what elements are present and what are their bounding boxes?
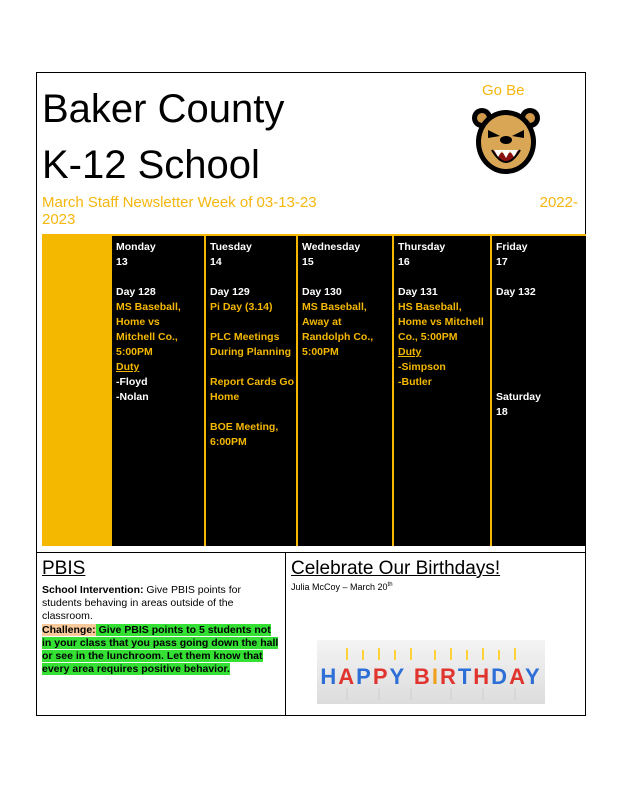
day-date: 15 xyxy=(302,256,314,268)
event-line: Away at xyxy=(302,316,342,328)
calendar-day-monday xyxy=(110,236,204,546)
duty-name: -Nolan xyxy=(116,391,149,403)
challenge-text: Give PBIS points to 5 students not in your class that you pass going down the hall or see in the lunchroom. Let them know that every area requires positive behavior. xyxy=(42,624,279,675)
event-line: Mitchell Co., xyxy=(116,331,178,343)
duty-name: -Floyd xyxy=(116,376,148,388)
day-date: 14 xyxy=(210,256,222,268)
event-line: Home vs Mitchell xyxy=(398,316,484,328)
event-line: 5:00PM xyxy=(116,346,153,358)
event-line: Co., 5:00PM xyxy=(398,331,458,343)
pbis-challenge xyxy=(42,624,282,676)
birthday-suffix: th xyxy=(387,582,393,588)
birthdays-title: Celebrate Our Birthdays! xyxy=(291,558,501,579)
event-line: MS Baseball, xyxy=(116,301,181,313)
section-divider xyxy=(285,552,286,716)
weekly-calendar xyxy=(42,234,586,546)
birthday-entry xyxy=(291,582,393,592)
school-day-number: Day 130 xyxy=(302,286,342,298)
challenge-label: Challenge: xyxy=(42,624,96,636)
event-line: MS Baseball, xyxy=(302,301,367,313)
event-line: Report Cards Go xyxy=(210,376,295,388)
school-day-number: Day 129 xyxy=(210,286,250,298)
logo-text: Go Be xyxy=(482,82,525,99)
saturday-date: 18 xyxy=(496,406,508,418)
school-title-line2: K-12 School xyxy=(42,143,260,187)
event-line: Home vs xyxy=(116,316,160,328)
happy-birthday-image xyxy=(317,640,545,704)
duty-heading: Duty xyxy=(398,346,422,358)
duty-name: -Simpson xyxy=(398,361,446,373)
birthday-candles-icon xyxy=(317,640,545,704)
day-name: Thursday xyxy=(398,241,446,253)
school-day-number: Day 132 xyxy=(496,286,536,298)
intervention-label: School Intervention: xyxy=(42,584,144,596)
day-name: Wednesday xyxy=(302,241,361,253)
school-title-line1: Baker County xyxy=(42,87,285,131)
event-line: 6:00PM xyxy=(210,436,247,448)
duty-heading: Duty xyxy=(116,361,140,373)
event-line: Home xyxy=(210,391,240,403)
event-line: During Planning xyxy=(210,346,292,358)
event-line: Pi Day (3.14) xyxy=(210,301,273,313)
calendar-body xyxy=(110,234,586,546)
event-line: 5:00PM xyxy=(302,346,339,358)
day-name: Tuesday xyxy=(210,241,252,253)
day-date: 17 xyxy=(496,256,508,268)
day-name: Friday xyxy=(496,241,528,253)
school-year-start: 2022- xyxy=(539,194,578,211)
saturday-name: Saturday xyxy=(496,391,541,403)
school-day-number: Day 128 xyxy=(116,286,156,298)
pbis-intervention xyxy=(42,584,282,623)
svg-text:HAPPY BIRTHDAY: HAPPY BIRTHDAY xyxy=(320,664,542,689)
calendar-day-friday xyxy=(490,236,586,546)
event-line: HS Baseball, xyxy=(398,301,462,313)
birthday-name: Julia McCoy – March 20 xyxy=(291,582,388,592)
newsletter-subtitle xyxy=(42,194,582,228)
day-date: 13 xyxy=(116,256,128,268)
calendar-day-tuesday xyxy=(204,236,296,546)
calendar-gold-bar xyxy=(42,234,110,546)
day-name: Monday xyxy=(116,241,156,253)
subtitle-text: March Staff Newsletter Week of 03-13-23 xyxy=(42,194,317,211)
day-date: 16 xyxy=(398,256,410,268)
event-line: Randolph Co., xyxy=(302,331,374,343)
pbis-title: PBIS xyxy=(42,558,86,579)
bear-logo-icon xyxy=(470,104,542,178)
school-year-end: 2023 xyxy=(42,211,76,228)
calendar-day-thursday xyxy=(392,236,490,546)
duty-name: -Butler xyxy=(398,376,432,388)
school-day-number: Day 131 xyxy=(398,286,438,298)
intervention-text: Give PBIS points for students behaving in areas outside of the classroom. xyxy=(42,584,241,622)
calendar-day-wednesday xyxy=(296,236,392,546)
event-line: PLC Meetings xyxy=(210,331,280,343)
event-line: BOE Meeting, xyxy=(210,421,279,433)
